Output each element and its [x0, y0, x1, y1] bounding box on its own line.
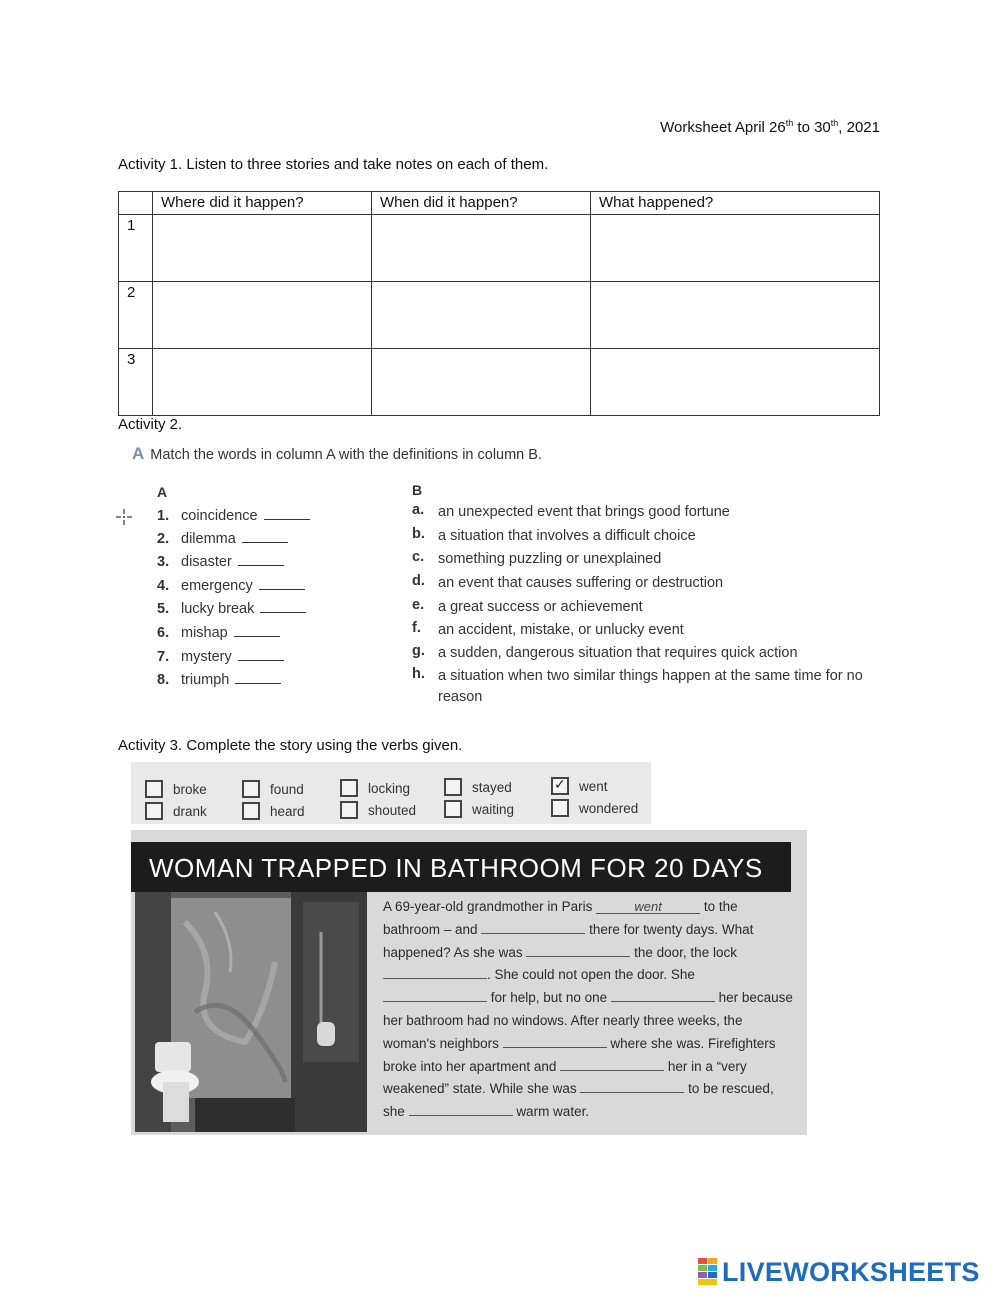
definition-item — [412, 573, 872, 596]
checkbox-icon[interactable] — [340, 779, 358, 797]
answer-cell[interactable] — [372, 215, 591, 282]
answer-cell[interactable] — [591, 349, 880, 416]
logo-text: LIVEWORKSHEETS — [722, 1256, 980, 1287]
table-header-row — [119, 192, 880, 215]
answer-blank[interactable] — [260, 600, 306, 613]
activity2-heading: Activity 2. — [118, 416, 183, 433]
answer-cell[interactable] — [153, 215, 372, 282]
table-row — [119, 282, 880, 349]
answer-blank[interactable] — [242, 530, 288, 543]
word-number: 1. — [157, 508, 170, 524]
verb-label: locking — [368, 781, 411, 796]
word-item — [157, 624, 280, 647]
definition-letter: h. — [412, 666, 425, 682]
story-segment: for help, but no one — [490, 990, 608, 1006]
table-header-where: Where did it happen? — [153, 192, 372, 215]
answer-blank[interactable] — [383, 966, 487, 979]
definition-letter: a. — [412, 502, 425, 518]
column-b-heading: B — [412, 482, 423, 498]
answer-blank[interactable] — [383, 989, 487, 1002]
story-segment: there for twenty days. What happened? As she was — [383, 921, 754, 960]
verb-option[interactable] — [551, 777, 608, 795]
definition-text: a great success or achievement — [438, 599, 643, 615]
word-number: 8. — [157, 672, 170, 688]
answer-cell[interactable] — [153, 282, 372, 349]
story-segment: her in a “very weakened” state. While she was — [383, 1058, 747, 1097]
notes-table — [118, 191, 880, 416]
matching-instruction-text: Match the words in column A with the definitions in column B. — [150, 447, 542, 463]
definition-text: an unexpected event that brings good fortune — [438, 504, 730, 520]
word-text: coincidence — [181, 508, 258, 524]
verb-option[interactable] — [242, 802, 305, 820]
table-header-blank — [119, 192, 153, 215]
table-row — [119, 215, 880, 282]
story-segment: to be rescued, she — [383, 1081, 774, 1120]
verb-label: drank — [173, 804, 207, 819]
word-item — [157, 530, 288, 553]
definition-item — [412, 549, 872, 572]
table-header-when: When did it happen? — [372, 192, 591, 215]
activity3-instruction: Activity 3. Complete the story using the verbs given. — [118, 737, 463, 754]
verb-label: shouted — [368, 803, 417, 818]
word-item — [157, 577, 305, 600]
activity1-instruction: Activity 1. Listen to three stories and take notes on each of them. — [118, 156, 549, 173]
word-item — [157, 671, 281, 694]
word-item — [157, 553, 284, 576]
definition-item — [412, 643, 872, 666]
checkbox-icon[interactable] — [340, 801, 358, 819]
bathroom-photo — [135, 892, 367, 1132]
word-text: mishap — [181, 625, 228, 641]
answer-blank-example: went — [596, 901, 700, 914]
checkbox-icon[interactable] — [145, 802, 163, 820]
story-text — [383, 896, 793, 1124]
story-segment: where she was. Firefighters broke into her apartment and — [383, 1035, 776, 1074]
title-prefix: Worksheet April 26 — [660, 119, 786, 136]
answer-cell[interactable] — [591, 282, 880, 349]
verb-label: went — [579, 779, 608, 794]
answer-cell[interactable] — [153, 349, 372, 416]
word-text: emergency — [181, 578, 253, 594]
title-sup-2: th — [830, 118, 839, 128]
answer-blank[interactable] — [238, 553, 284, 566]
definition-letter: e. — [412, 597, 425, 613]
word-number: 5. — [157, 601, 170, 617]
word-text: disaster — [181, 554, 232, 570]
answer-blank[interactable] — [526, 944, 630, 957]
checkbox-icon[interactable] — [444, 778, 462, 796]
verb-option[interactable] — [340, 801, 416, 819]
verb-option[interactable] — [551, 799, 638, 817]
verb-label: found — [270, 782, 304, 797]
story-segment: warm water. — [516, 1104, 590, 1120]
definition-letter: d. — [412, 573, 425, 589]
definition-text: something puzzling or unexplained — [438, 551, 662, 567]
checkbox-icon[interactable] — [242, 802, 260, 820]
story-segment: A 69-year-old grandmother in Paris — [383, 899, 593, 914]
definition-letter: b. — [412, 526, 425, 542]
word-number: 6. — [157, 625, 170, 641]
section-letter: A — [132, 444, 145, 463]
verb-label: waiting — [472, 802, 515, 817]
answer-blank[interactable] — [234, 624, 280, 637]
definition-letter: g. — [412, 643, 425, 659]
verb-option[interactable] — [242, 780, 304, 798]
definition-item — [412, 666, 872, 710]
word-number: 7. — [157, 649, 170, 665]
definition-text: an event that causes suffering or destruction — [438, 575, 724, 591]
matching-instruction — [132, 444, 542, 464]
checkbox-icon[interactable] — [444, 800, 462, 818]
checkbox-icon[interactable] — [551, 799, 569, 817]
verb-option[interactable] — [444, 800, 514, 818]
story-segment: the door, the lock — [634, 944, 737, 960]
word-text: triumph — [181, 672, 230, 688]
verb-box — [131, 762, 651, 824]
verb-label: wondered — [579, 801, 639, 816]
word-number: 3. — [157, 554, 170, 570]
title-mid: to 30 — [793, 119, 831, 136]
answer-blank[interactable] — [259, 577, 305, 590]
table-header-what: What happened? — [591, 192, 880, 215]
verb-label: heard — [270, 804, 305, 819]
verb-option[interactable] — [444, 778, 512, 796]
checkbox-icon[interactable] — [242, 780, 260, 798]
word-item — [157, 600, 306, 623]
story-segment: her because her bathroom had no windows. After nearly three weeks, the woman's neighbors — [383, 990, 793, 1051]
row-number: 1 — [119, 215, 153, 282]
title-suffix: , 2021 — [838, 119, 880, 136]
definition-item — [412, 597, 872, 620]
word-item — [157, 648, 284, 671]
headline-bar — [131, 842, 791, 892]
definition-text: a situation that involves a difficult choice — [438, 528, 696, 544]
word-number: 4. — [157, 578, 170, 594]
title-sup-1: th — [785, 118, 794, 128]
definition-text: a situation when two similar things happen at the same time for no reason — [438, 668, 863, 705]
definition-text: an accident, mistake, or unlucky event — [438, 622, 684, 638]
definition-letter: f. — [412, 620, 421, 636]
word-item — [157, 507, 310, 530]
answer-blank[interactable] — [238, 648, 284, 661]
checkbox-icon[interactable] — [145, 780, 163, 798]
answer-blank[interactable] — [503, 1035, 607, 1048]
row-number: 2 — [119, 282, 153, 349]
word-text: lucky break — [181, 601, 255, 617]
answer-cell[interactable] — [372, 282, 591, 349]
answer-cell[interactable] — [372, 349, 591, 416]
answer-cell[interactable] — [591, 215, 880, 282]
liveworksheets-logo — [698, 1254, 980, 1290]
definition-item — [412, 502, 872, 525]
worksheet-title — [660, 118, 880, 136]
column-a-heading: A — [157, 484, 168, 500]
verb-option[interactable] — [145, 780, 207, 798]
move-cursor-icon — [115, 508, 133, 526]
answer-blank[interactable] — [580, 1080, 684, 1093]
answer-blank[interactable] — [235, 671, 281, 684]
definition-item — [412, 620, 872, 643]
word-text: dilemma — [181, 531, 236, 547]
verb-label: broke — [173, 782, 207, 797]
definition-item — [412, 526, 872, 549]
verb-option[interactable] — [340, 779, 410, 797]
answer-blank[interactable] — [264, 507, 310, 520]
word-number: 2. — [157, 531, 170, 547]
answer-blank[interactable] — [611, 989, 715, 1002]
row-number: 3 — [119, 349, 153, 416]
answer-blank[interactable] — [481, 921, 585, 934]
word-text: mystery — [181, 649, 232, 665]
answer-blank[interactable] — [409, 1103, 513, 1116]
logo-mark-icon — [698, 1258, 718, 1286]
story-headline: WOMAN TRAPPED IN BATHROOM FOR 20 DAYS — [149, 853, 763, 883]
definition-letter: c. — [412, 549, 425, 565]
answer-blank[interactable] — [560, 1058, 664, 1071]
verb-label: stayed — [472, 780, 512, 795]
story-segment: to the bathroom – and — [383, 899, 738, 937]
table-row — [119, 349, 880, 416]
verb-option[interactable] — [145, 802, 207, 820]
story-article — [131, 830, 807, 1135]
checkbox-checked-icon[interactable] — [551, 777, 569, 795]
definition-text: a sudden, dangerous situation that requires quick action — [438, 645, 798, 661]
story-segment: . She could not open the door. She — [487, 967, 695, 983]
